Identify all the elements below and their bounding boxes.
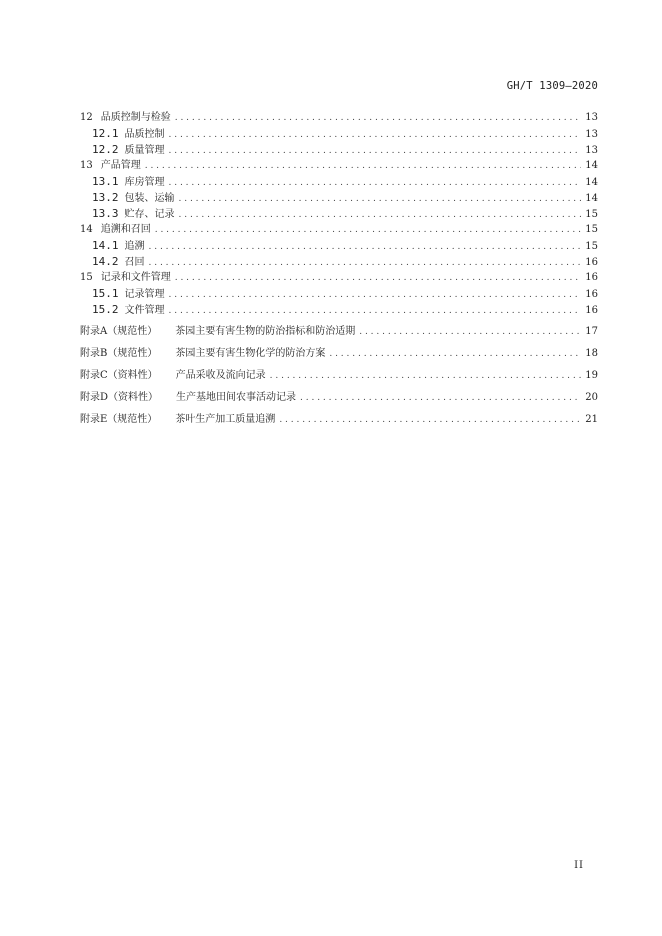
toc-entry-15-2[interactable] xyxy=(80,302,598,318)
toc-page-number: 17 xyxy=(585,326,598,337)
dot-leader xyxy=(270,365,582,387)
table-of-contents xyxy=(80,110,598,431)
toc-page-number: 21 xyxy=(585,414,598,425)
toc-page-number: 13 xyxy=(585,145,598,156)
toc-title: 包装、运输 xyxy=(124,193,175,204)
toc-page-number: 18 xyxy=(585,348,598,359)
toc-page-number: 16 xyxy=(585,305,598,316)
toc-entry-14-2[interactable] xyxy=(80,254,598,270)
toc-entry-14[interactable] xyxy=(80,222,598,238)
appendix-label: 附录A（规范性） xyxy=(80,326,158,337)
toc-number: 15 xyxy=(80,272,93,283)
toc-title: 品质控制与检验 xyxy=(100,112,171,123)
toc-title: 产品管理 xyxy=(100,160,141,171)
toc-title: 库房管理 xyxy=(124,177,165,188)
toc-title: 文件管理 xyxy=(124,305,165,316)
toc-page-number: 16 xyxy=(585,272,598,283)
dot-leader xyxy=(279,409,581,431)
toc-number: 14.2 xyxy=(92,255,119,268)
toc-entry-14-1[interactable] xyxy=(80,238,598,254)
toc-entry-12[interactable] xyxy=(80,110,598,126)
dot-leader xyxy=(149,239,582,255)
dot-leader xyxy=(179,207,582,223)
toc-title: 贮存、记录 xyxy=(124,209,175,220)
toc-number: 13.3 xyxy=(92,207,119,220)
toc-title: 茶园主要有害生物化学的防治方案 xyxy=(175,348,326,359)
dot-leader xyxy=(169,287,582,303)
toc-title: 生产基地田间农事活动记录 xyxy=(176,392,297,403)
toc-page-number: 16 xyxy=(585,257,598,268)
toc-page-number: 15 xyxy=(585,241,598,252)
toc-entry-13-3[interactable] xyxy=(80,206,598,222)
appendix-label: 附录B（规范性） xyxy=(80,348,158,359)
toc-page-number: 16 xyxy=(585,289,598,300)
toc-number: 13.1 xyxy=(92,175,119,188)
toc-entry-appendix-b[interactable] xyxy=(80,343,598,365)
dot-leader xyxy=(169,127,582,143)
toc-entry-appendix-e[interactable] xyxy=(80,409,598,431)
toc-entry-15-1[interactable] xyxy=(80,286,598,302)
dot-leader xyxy=(169,175,582,191)
toc-number: 13 xyxy=(80,160,93,171)
toc-title: 品质控制 xyxy=(124,129,165,140)
toc-title: 质量管理 xyxy=(124,145,165,156)
dot-leader xyxy=(169,303,582,319)
toc-title: 追溯和召回 xyxy=(100,224,151,235)
toc-title: 产品采收及流向记录 xyxy=(175,370,266,381)
toc-number: 12.2 xyxy=(92,143,119,156)
toc-page-number: 14 xyxy=(585,160,598,171)
toc-title: 召回 xyxy=(124,257,145,268)
toc-entry-15[interactable] xyxy=(80,270,598,286)
toc-page-number: 13 xyxy=(585,112,598,123)
toc-entry-appendix-d[interactable] xyxy=(80,387,598,409)
dot-leader xyxy=(179,191,582,207)
dot-leader xyxy=(329,343,581,365)
appendix-label: 附录C（资料性） xyxy=(80,370,158,381)
dot-leader xyxy=(149,255,582,271)
toc-page-number: 14 xyxy=(585,193,598,204)
toc-entry-13[interactable] xyxy=(80,158,598,174)
toc-page-number: 14 xyxy=(585,177,598,188)
toc-title: 茶园主要有害生物的防治指标和防治适期 xyxy=(175,326,356,337)
toc-number: 12 xyxy=(80,112,93,123)
toc-number: 14 xyxy=(80,224,93,235)
toc-title: 记录和文件管理 xyxy=(100,272,171,283)
document-code: GH/T 1309—2020 xyxy=(506,80,598,92)
toc-number: 12.1 xyxy=(92,127,119,140)
toc-entry-appendix-a[interactable] xyxy=(80,321,598,343)
toc-title: 茶叶生产加工质量追溯 xyxy=(175,414,276,425)
toc-page-number: 19 xyxy=(585,370,598,381)
toc-entry-12-2[interactable] xyxy=(80,142,598,158)
toc-page-number: 15 xyxy=(585,224,598,235)
dot-leader xyxy=(300,387,581,409)
toc-number: 14.1 xyxy=(92,239,119,252)
toc-entry-13-2[interactable] xyxy=(80,190,598,206)
toc-title: 记录管理 xyxy=(124,289,165,300)
toc-page-number: 13 xyxy=(585,129,598,140)
dot-leader xyxy=(155,222,582,238)
toc-entry-12-1[interactable] xyxy=(80,126,598,142)
toc-number: 15.1 xyxy=(92,287,119,300)
toc-number: 15.2 xyxy=(92,303,119,316)
dot-leader xyxy=(359,321,581,343)
toc-page-number: 20 xyxy=(585,392,598,403)
dot-leader xyxy=(145,158,582,174)
dot-leader xyxy=(175,110,582,126)
dot-leader xyxy=(175,270,582,286)
appendix-label: 附录E（规范性） xyxy=(80,414,158,425)
toc-title: 追溯 xyxy=(124,241,145,252)
toc-entry-appendix-c[interactable] xyxy=(80,365,598,387)
dot-leader xyxy=(169,143,582,159)
toc-number: 13.2 xyxy=(92,191,119,204)
appendix-label: 附录D（资料性） xyxy=(80,392,159,403)
toc-page-number: 15 xyxy=(585,209,598,220)
toc-entry-13-1[interactable] xyxy=(80,174,598,190)
page-number-roman: II xyxy=(574,860,584,871)
